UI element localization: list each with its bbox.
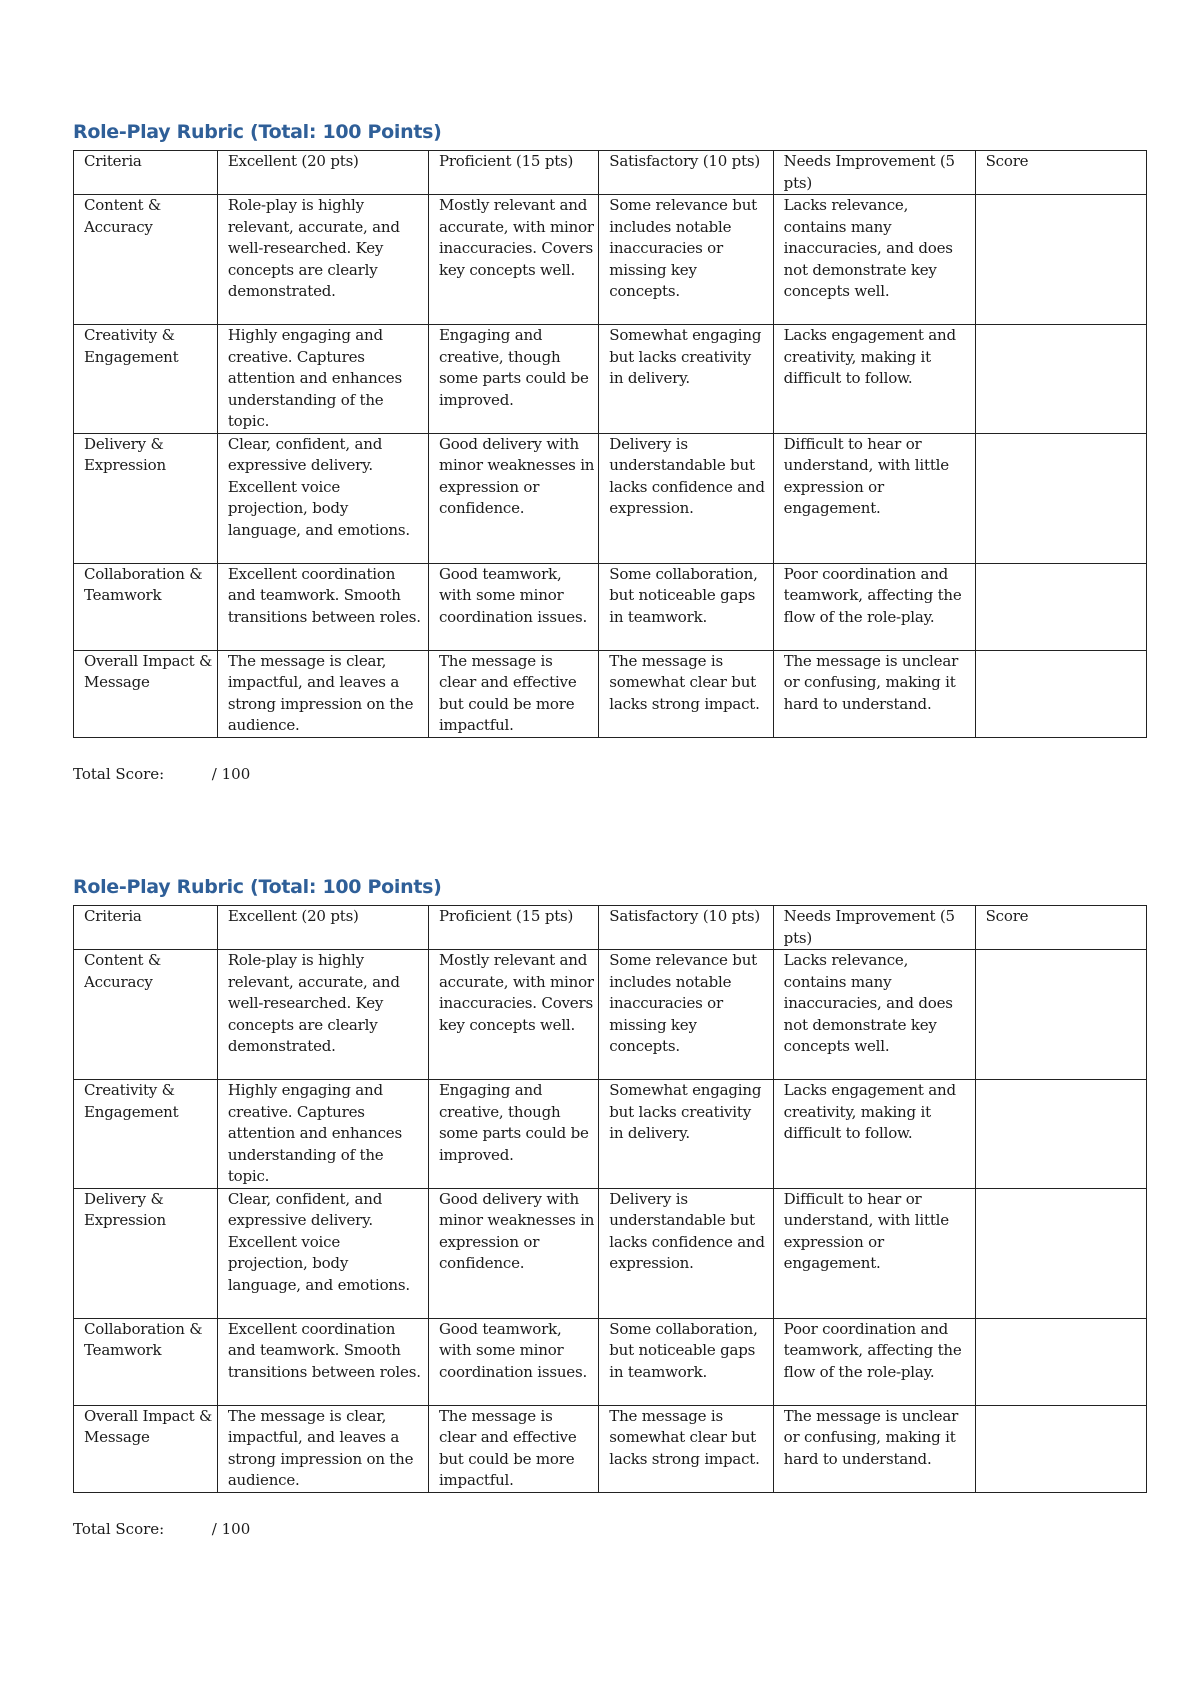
criteria-cell: Content & Accuracy <box>74 950 218 1080</box>
excellent-cell: The message is clear, impactful, and leaves a strong impression on the audience. <box>217 650 428 737</box>
table-row <box>74 325 1147 434</box>
excellent-cell: Clear, confident, and expressive delivery. Excellent voice projection, body language, and emotions. <box>217 1188 428 1318</box>
needs-improvement-cell: Poor coordination and teamwork, affecting the flow of the role-play. <box>773 563 975 650</box>
satisfactory-cell: Some collaboration, but noticeable gaps in teamwork. <box>599 1318 773 1405</box>
proficient-cell: The message is clear and effective but could be more impactful. <box>428 650 598 737</box>
criteria-cell: Creativity & Engagement <box>74 325 218 434</box>
header-excellent: Excellent (20 pts) <box>217 151 428 195</box>
header-needs-improvement: Needs Improvement (5 pts) <box>773 906 975 950</box>
score-cell[interactable] <box>975 433 1146 563</box>
satisfactory-cell: Somewhat engaging but lacks creativity in delivery. <box>599 1080 773 1189</box>
score-cell[interactable] <box>975 1318 1146 1405</box>
table-row <box>74 1318 1147 1405</box>
total-score <box>73 764 1147 784</box>
table-row <box>74 195 1147 325</box>
proficient-cell: Engaging and creative, though some parts could be improved. <box>428 325 598 434</box>
proficient-cell: Good teamwork, with some minor coordination issues. <box>428 563 598 650</box>
needs-improvement-cell: Lacks engagement and creativity, making it difficult to follow. <box>773 1080 975 1189</box>
needs-improvement-cell: Lacks relevance, contains many inaccuracies, and does not demonstrate key concepts well. <box>773 950 975 1080</box>
satisfactory-cell: The message is somewhat clear but lacks strong impact. <box>599 650 773 737</box>
satisfactory-cell: The message is somewhat clear but lacks strong impact. <box>599 1405 773 1492</box>
score-cell[interactable] <box>975 563 1146 650</box>
excellent-cell: Role-play is highly relevant, accurate, and well-researched. Key concepts are clearly demonstrated. <box>217 195 428 325</box>
excellent-cell: Highly engaging and creative. Captures attention and enhances understanding of the topic. <box>217 1080 428 1189</box>
needs-improvement-cell: The message is unclear or confusing, making it hard to understand. <box>773 1405 975 1492</box>
excellent-cell: Highly engaging and creative. Captures attention and enhances understanding of the topic. <box>217 325 428 434</box>
score-cell[interactable] <box>975 1405 1146 1492</box>
satisfactory-cell: Some collaboration, but noticeable gaps in teamwork. <box>599 563 773 650</box>
header-score: Score <box>975 151 1146 195</box>
score-cell[interactable] <box>975 1188 1146 1318</box>
excellent-cell: Role-play is highly relevant, accurate, and well-researched. Key concepts are clearly demonstrated. <box>217 950 428 1080</box>
header-excellent: Excellent (20 pts) <box>217 906 428 950</box>
table-row <box>74 1188 1147 1318</box>
header-criteria: Criteria <box>74 906 218 950</box>
table-row <box>74 650 1147 737</box>
table-row <box>74 950 1147 1080</box>
criteria-cell: Overall Impact & Message <box>74 650 218 737</box>
satisfactory-cell: Delivery is understandable but lacks confidence and expression. <box>599 433 773 563</box>
proficient-cell: Good teamwork, with some minor coordination issues. <box>428 1318 598 1405</box>
header-needs-improvement: Needs Improvement (5 pts) <box>773 151 975 195</box>
excellent-cell: Clear, confident, and expressive delivery. Excellent voice projection, body language, and emotions. <box>217 433 428 563</box>
score-cell[interactable] <box>975 195 1146 325</box>
proficient-cell: Good delivery with minor weaknesses in expression or confidence. <box>428 1188 598 1318</box>
header-row <box>74 906 1147 950</box>
criteria-cell: Collaboration & Teamwork <box>74 1318 218 1405</box>
satisfactory-cell: Some relevance but includes notable inaccuracies or missing key concepts. <box>599 195 773 325</box>
total-score <box>73 1519 1147 1539</box>
header-score: Score <box>975 906 1146 950</box>
criteria-cell: Delivery & Expression <box>74 433 218 563</box>
score-cell[interactable] <box>975 950 1146 1080</box>
total-score-label: Total Score: <box>73 764 165 783</box>
criteria-cell: Collaboration & Teamwork <box>74 563 218 650</box>
satisfactory-cell: Some relevance but includes notable inaccuracies or missing key concepts. <box>599 950 773 1080</box>
rubric-title: Role-Play Rubric (Total: 100 Points) <box>73 876 442 898</box>
needs-improvement-cell: Difficult to hear or understand, with little expression or engagement. <box>773 433 975 563</box>
excellent-cell: Excellent coordination and teamwork. Smooth transitions between roles. <box>217 563 428 650</box>
score-cell[interactable] <box>975 1080 1146 1189</box>
satisfactory-cell: Somewhat engaging but lacks creativity in delivery. <box>599 325 773 434</box>
satisfactory-cell: Delivery is understandable but lacks confidence and expression. <box>599 1188 773 1318</box>
excellent-cell: Excellent coordination and teamwork. Smooth transitions between roles. <box>217 1318 428 1405</box>
score-cell[interactable] <box>975 325 1146 434</box>
proficient-cell: Engaging and creative, though some parts could be improved. <box>428 1080 598 1189</box>
needs-improvement-cell: Difficult to hear or understand, with little expression or engagement. <box>773 1188 975 1318</box>
needs-improvement-cell: Poor coordination and teamwork, affecting the flow of the role-play. <box>773 1318 975 1405</box>
header-proficient: Proficient (15 pts) <box>428 906 598 950</box>
needs-improvement-cell: Lacks relevance, contains many inaccuracies, and does not demonstrate key concepts well. <box>773 195 975 325</box>
proficient-cell: Good delivery with minor weaknesses in expression or confidence. <box>428 433 598 563</box>
table-row <box>74 1080 1147 1189</box>
header-row <box>74 151 1147 195</box>
rubric-section-2 <box>73 873 1147 1539</box>
rubric-section-1 <box>73 118 1147 784</box>
needs-improvement-cell: Lacks engagement and creativity, making it difficult to follow. <box>773 325 975 434</box>
criteria-cell: Creativity & Engagement <box>74 1080 218 1189</box>
header-satisfactory: Satisfactory (10 pts) <box>599 151 773 195</box>
table-row <box>74 563 1147 650</box>
table-row <box>74 433 1147 563</box>
rubric-title: Role-Play Rubric (Total: 100 Points) <box>73 121 442 143</box>
header-satisfactory: Satisfactory (10 pts) <box>599 906 773 950</box>
criteria-cell: Delivery & Expression <box>74 1188 218 1318</box>
proficient-cell: Mostly relevant and accurate, with minor inaccuracies. Covers key concepts well. <box>428 950 598 1080</box>
score-cell[interactable] <box>975 650 1146 737</box>
total-score-suffix: / 100 <box>211 764 251 783</box>
table-row <box>74 1405 1147 1492</box>
total-score-suffix: / 100 <box>211 1519 251 1538</box>
header-criteria: Criteria <box>74 151 218 195</box>
rubric-table <box>73 905 1147 1493</box>
criteria-cell: Content & Accuracy <box>74 195 218 325</box>
excellent-cell: The message is clear, impactful, and leaves a strong impression on the audience. <box>217 1405 428 1492</box>
total-score-label: Total Score: <box>73 1519 165 1538</box>
needs-improvement-cell: The message is unclear or confusing, making it hard to understand. <box>773 650 975 737</box>
criteria-cell: Overall Impact & Message <box>74 1405 218 1492</box>
proficient-cell: Mostly relevant and accurate, with minor inaccuracies. Covers key concepts well. <box>428 195 598 325</box>
proficient-cell: The message is clear and effective but could be more impactful. <box>428 1405 598 1492</box>
header-proficient: Proficient (15 pts) <box>428 151 598 195</box>
rubric-table <box>73 150 1147 738</box>
